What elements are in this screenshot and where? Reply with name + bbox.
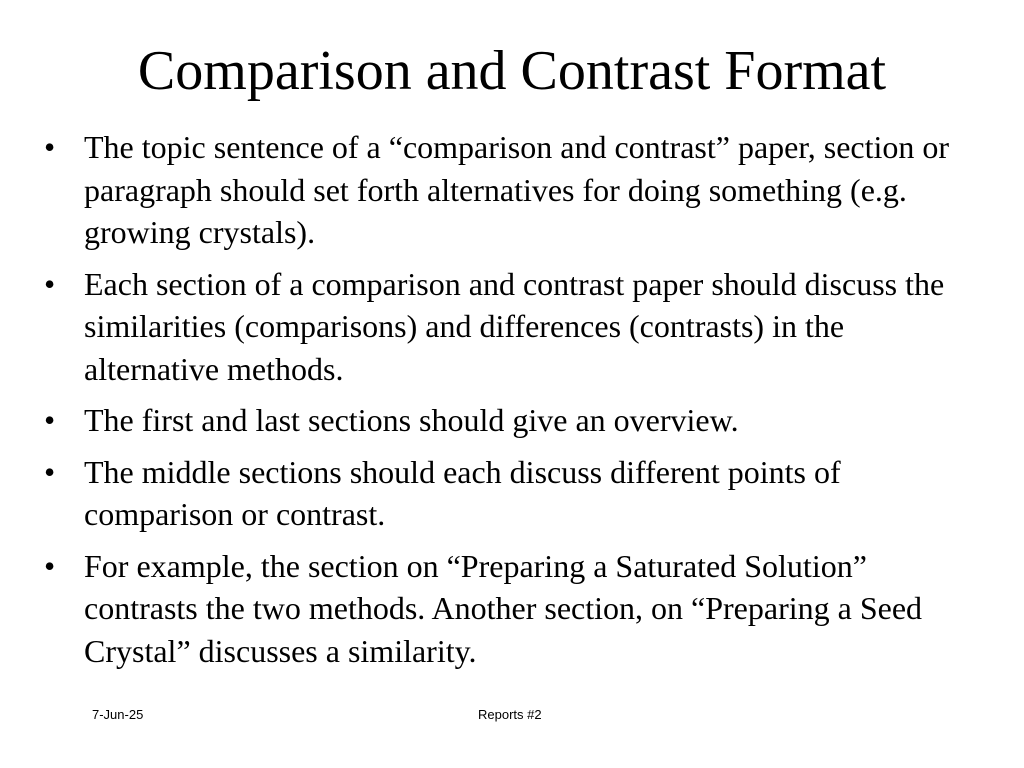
bullet-text: The topic sentence of a “comparison and contrast” paper, section or paragraph should set forth alternatives for doing something (e.g. growing crystals). xyxy=(84,129,950,250)
bullet-text: Each section of a comparison and contrast paper should discuss the similarities (comparisons) and differences (contrasts) in the alternative methods. xyxy=(84,265,945,387)
bullet-icon: • xyxy=(44,265,56,302)
slide-title: Comparison and Contrast Format xyxy=(137,40,887,102)
footer-slide-label: Reports #2 xyxy=(478,707,542,722)
bullet-text: For example, the section on “Preparing a Saturated Solution” contrasts the two methods. Another section, on “Preparing a Seed Crystal” discusses a similarity. xyxy=(84,547,923,669)
bullet-item xyxy=(40,126,985,254)
bullet-icon: • xyxy=(44,453,56,490)
bullet-text: The first and last sections should give an overview. xyxy=(84,402,739,438)
bullet-icon: • xyxy=(44,547,56,584)
bullet-text: The middle sections should each discuss different points of comparison or contrast. xyxy=(84,453,841,532)
bullet-item xyxy=(40,399,985,442)
bullet-list xyxy=(40,126,985,681)
bullet-item xyxy=(40,263,985,391)
bullet-icon: • xyxy=(44,129,56,165)
footer-date: 7-Jun-25 xyxy=(92,707,144,722)
bullet-icon: • xyxy=(44,402,56,438)
bullet-item xyxy=(40,451,985,536)
bullet-item xyxy=(40,545,985,673)
